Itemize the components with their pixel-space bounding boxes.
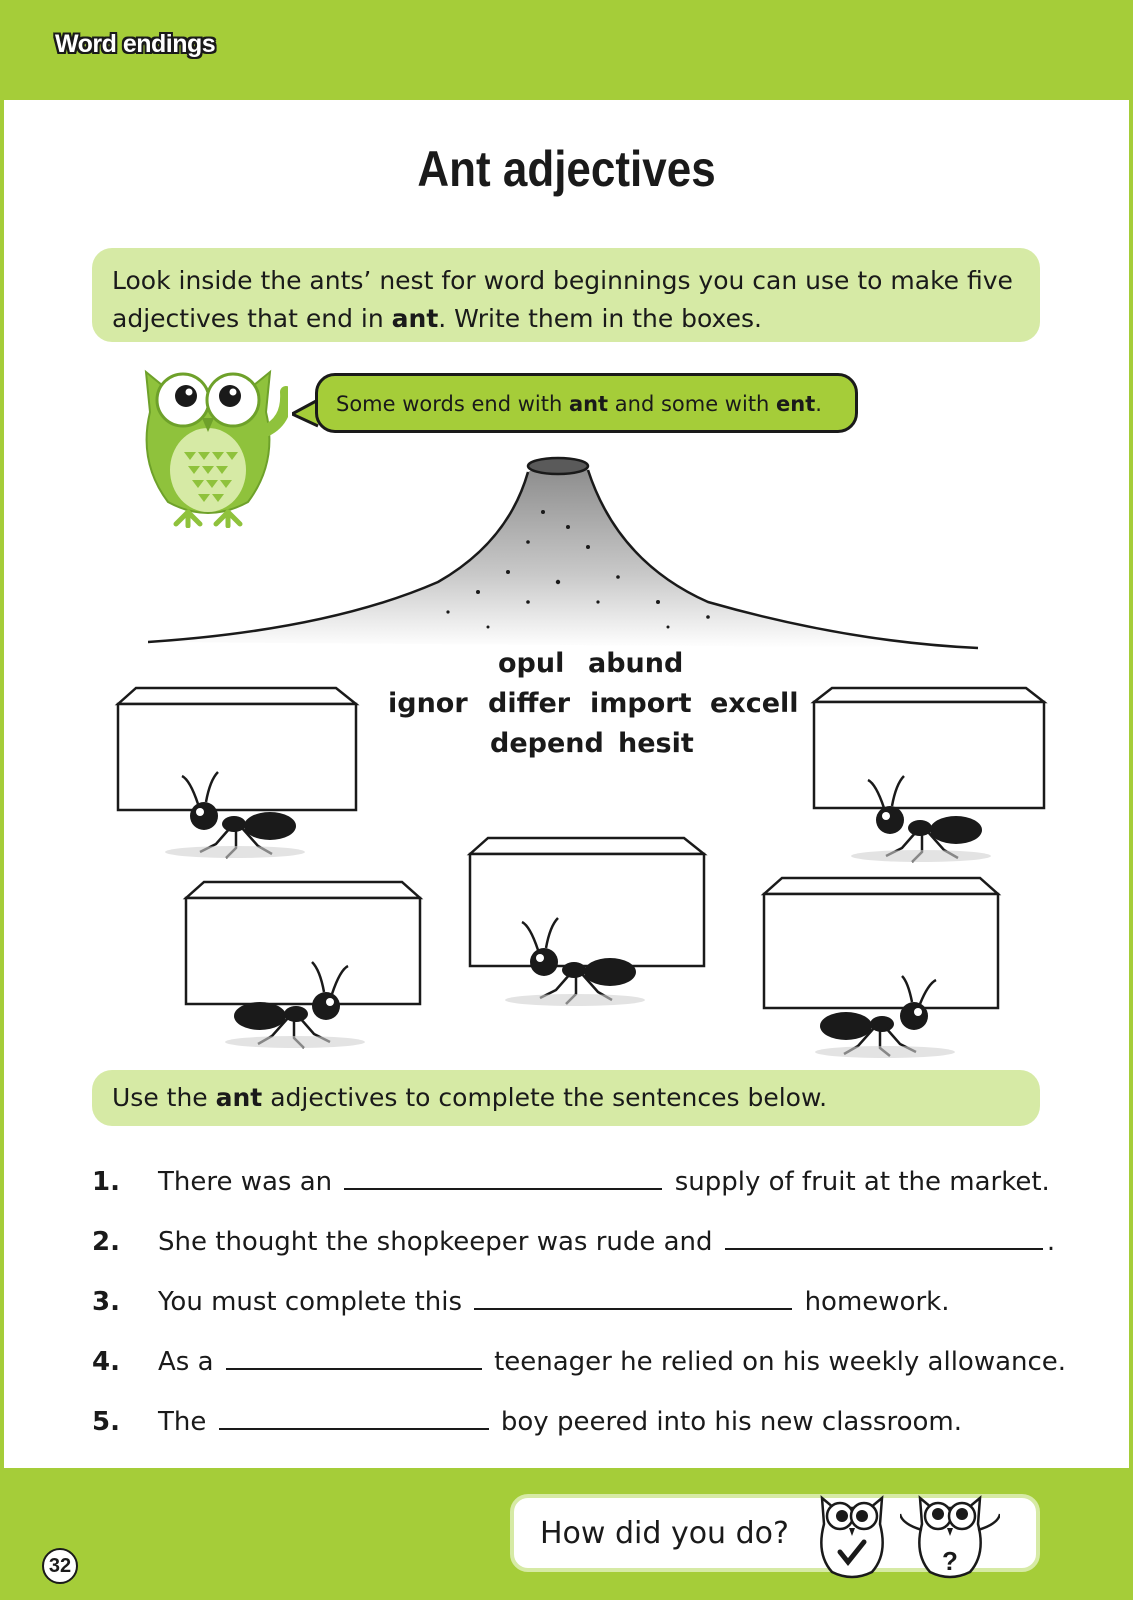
sentence-number: 5. [92,1407,120,1437]
word-beginning: excell [710,688,799,719]
instruction-emphasis: ant [391,304,439,333]
instruction-box [92,248,1040,342]
owl-tick-icon[interactable] [812,1484,892,1584]
instruction-emphasis: ant [215,1083,263,1112]
sentence-before: You must complete this [158,1287,463,1317]
sentence-before: There was an [158,1167,333,1197]
instruction-line-2 [112,300,1020,338]
section-tag: Word endings [55,30,216,58]
ant-icon [500,910,650,1010]
tip-emphasis: ent [776,392,816,416]
ant-icon [160,760,310,860]
ant-icon [220,950,370,1050]
sentence-text [158,1160,1050,1204]
speech-bubble [315,373,858,433]
sentence-number: 1. [92,1167,120,1197]
sentence-text [158,1220,1055,1264]
sentence-text [158,1400,962,1444]
word-beginning: abund [588,648,684,679]
sentence-number: 3. [92,1287,120,1317]
word-beginning: opul [498,648,565,679]
instruction-text: . Write them in the boxes. [438,304,762,333]
instruction-text: Use the [112,1083,216,1112]
sentence-number: 4. [92,1347,120,1377]
tip-text: Some words end with [336,392,569,416]
page-number: 32 [42,1548,78,1584]
sentence-number: 2. [92,1227,120,1257]
sentence-text [158,1280,949,1324]
answer-blank[interactable] [344,1160,662,1190]
sentence-row [92,1400,1052,1444]
sentence-row [92,1280,1052,1324]
sentence-after: boy peered into his new classroom. [500,1407,962,1437]
tip-text: and some with [608,392,777,416]
svg-text:?: ? [942,1546,958,1576]
word-beginning: depend [490,728,604,759]
sentence-row [92,1220,1056,1264]
answer-blank[interactable] [226,1340,482,1370]
sentence-before: She thought the shopkeeper was rude and [158,1227,713,1257]
instruction-line-1: Look inside the ants’ nest for word beginnings you can use to make five [112,266,1013,295]
ant-nest-illustration [148,452,1000,672]
sentence-before: As a [158,1347,214,1377]
owl-question-icon[interactable] [900,1484,1000,1584]
sentence-row [92,1340,1067,1384]
tip-text: . [815,392,822,416]
instruction-text: adjectives that end in [112,304,392,333]
instruction-box-2 [92,1070,1040,1126]
sentence-after: supply of fruit at the market. [674,1167,1050,1197]
tip-emphasis: ant [568,392,609,416]
sentence-before: The [158,1407,207,1437]
answer-blank[interactable] [219,1400,489,1430]
ant-icon [810,970,960,1060]
answer-blank[interactable] [474,1280,792,1310]
sentence-after: . [1046,1227,1056,1257]
ant-icon [846,764,996,864]
word-beginning: ignor [388,688,468,719]
sentence-text [158,1340,1066,1384]
self-check-label: How did you do? [540,1516,789,1551]
page-title: Ant adjectives [417,141,716,197]
word-beginning: differ [488,688,571,719]
sentence-after: homework. [804,1287,950,1317]
answer-blank[interactable] [725,1220,1043,1250]
sentence-row [92,1160,1052,1204]
word-beginning: hesit [618,728,694,759]
sentence-after: teenager he relied on his weekly allowance. [494,1347,1067,1377]
word-beginning: import [590,688,692,719]
instruction-text: adjectives to complete the sentences below. [262,1083,828,1112]
